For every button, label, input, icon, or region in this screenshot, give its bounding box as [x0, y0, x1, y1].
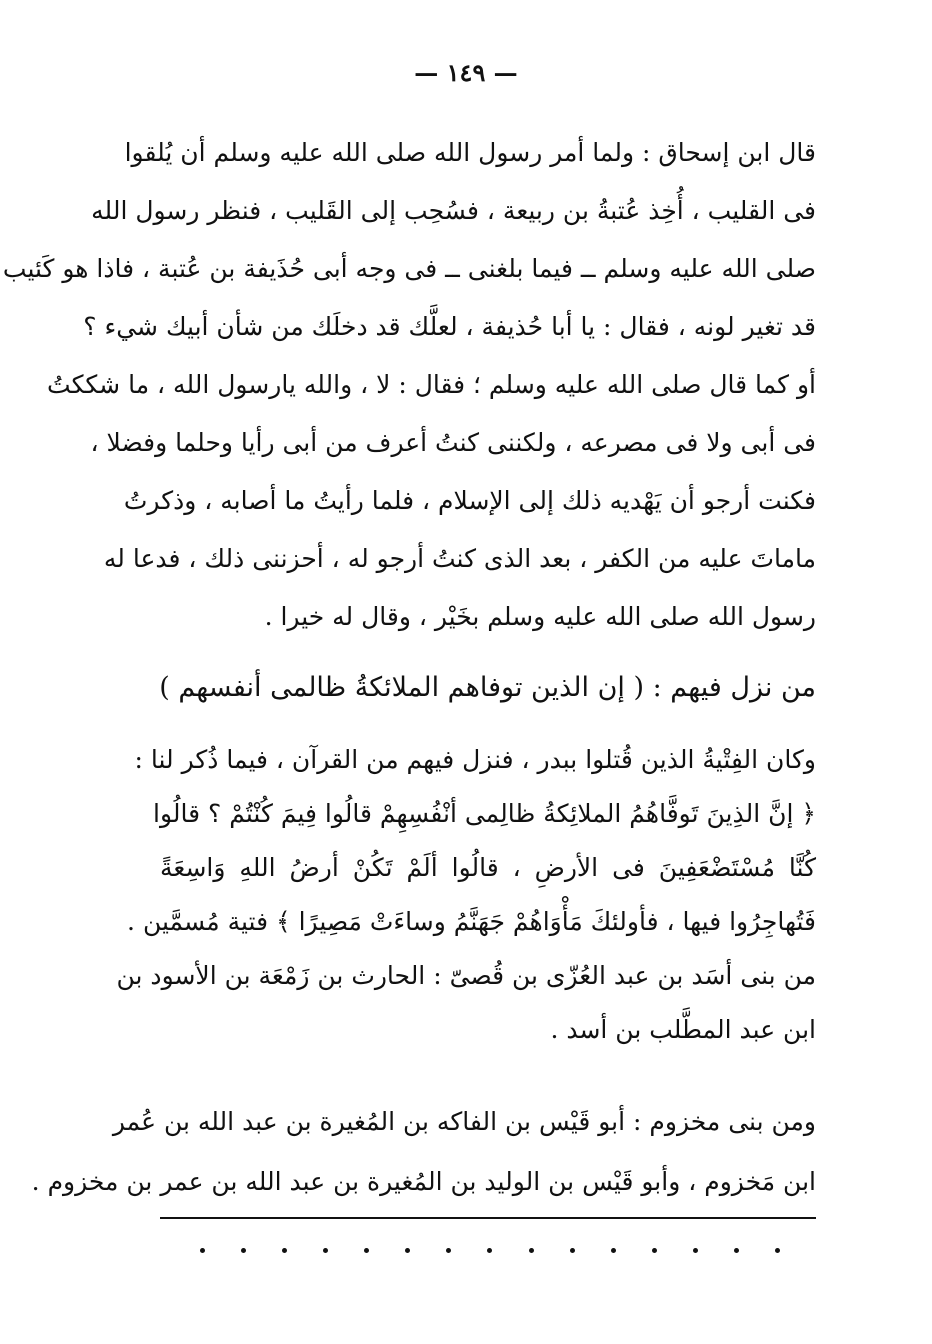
- text-line: قال ابن إسحاق : ولما أمر رسول الله صلى الله عليه وسلم أن يُلقوا: [124, 138, 816, 167]
- dot: [323, 1248, 328, 1253]
- section-heading: من نزل فيهم : ( إن الذين توفاهم الملائكةُ ظالمى أنفسهم ): [159, 672, 816, 703]
- dot: [529, 1248, 534, 1253]
- text-line: فى أبى ولا فى مصرعه ، ولكننى كنتُ أعرف من أبى رأيا وحلما وفضلا ،: [90, 428, 816, 457]
- dot: [405, 1248, 410, 1253]
- page-number: — ١٤٩ —: [414, 58, 518, 87]
- text-line: ماماتَ عليه من الكفر ، بعد الذى كنتُ أرجو له ، أحزننى ذلك ، فدعا له: [103, 544, 816, 573]
- text-line: ومن بنى مخزوم : أبو قَيْس بن الفاكه بن المُغيرة بن عبد الله بن عُمر: [112, 1107, 816, 1136]
- text-line: ﴿ إنَّ الذِينَ تَوفَّاهُمُ الملائِكةُ ظالِمى أنْفُسِهِمْ قالُوا فِيمَ كُنْتُمْ ؟ قالُوا: [153, 799, 816, 828]
- paragraph-bani-makhzum: [31, 1092, 816, 1212]
- text-line: فى القليب ، أُخِذ عُتبةُ بن ربيعة ، فسُحِب إلى القَليب ، فنظر رسول الله: [91, 196, 816, 225]
- dot: [364, 1248, 369, 1253]
- dot: [487, 1248, 492, 1253]
- text-line: كُنَّا مُسْتَضْعَفِينَ فى الأرضِ ، قالُوا ألَمْ تَكُنْ أرضُ اللهِ وَاسِعَةً: [160, 853, 816, 882]
- text-line: رسول الله صلى الله عليه وسلم بخَيْر ، وقال له خيرا .: [264, 602, 816, 631]
- text-line: وكان الفِتْيةُ الذين قُتلوا ببدر ، فنزل فيهم من القرآن ، فيما ذُكر لنا :: [134, 745, 816, 774]
- text-line: فكنت أرجو أن يَهْديه ذلك إلى الإسلام ، فلما رأيتُ ما أصابه ، وذكرتُ: [123, 486, 816, 515]
- dot: [241, 1248, 246, 1253]
- text-line: قد تغير لونه ، فقال : يا أبا حُذيفة ، لعلَّك قد دخلَك من شأن أبيك شيء ؟: [83, 312, 816, 341]
- text-line: صلى الله عليه وسلم ــ فيما بلغنى ــ فى وجه أبى حُذَيفة بن عُتبة ، فاذا هو كَئيب: [2, 254, 816, 283]
- text-line: ابن عبد المطَّلب بن أسد .: [550, 1015, 816, 1044]
- dot: [446, 1248, 451, 1253]
- dot: [611, 1248, 616, 1253]
- footnote-dots: [200, 1240, 780, 1260]
- paragraph-ibn-ishaq: [2, 124, 816, 646]
- dot: [775, 1248, 780, 1253]
- dot: [282, 1248, 287, 1253]
- dot: [734, 1248, 739, 1253]
- dot: [693, 1248, 698, 1253]
- text-line: من بنى أسَد بن عبد العُزّى بن قُصىّ : الحارث بن زَمْعَة بن الأسود بن: [116, 961, 816, 990]
- dot: [570, 1248, 575, 1253]
- text-line: ابن مَخزوم ، وأبو قَيْس بن الوليد بن المُغيرة بن عبد الله بن عمر بن مخزوم .: [31, 1167, 816, 1196]
- dot: [652, 1248, 657, 1253]
- text-line: فَتُهاجِرُوا فيها ، فأولئكَ مَأْوَاهُمْ جَهَنَّمُ وساءَتْ مَصِيرًا ﴾ فتية مُسمَّين .: [127, 907, 816, 936]
- paragraph-quran-verse: [116, 733, 816, 1057]
- dot: [200, 1248, 205, 1253]
- footnote-divider: [160, 1217, 816, 1219]
- text-line: أو كما قال صلى الله عليه وسلم ؛ فقال : لا ، والله يارسول الله ، ما شككتُ: [47, 370, 816, 399]
